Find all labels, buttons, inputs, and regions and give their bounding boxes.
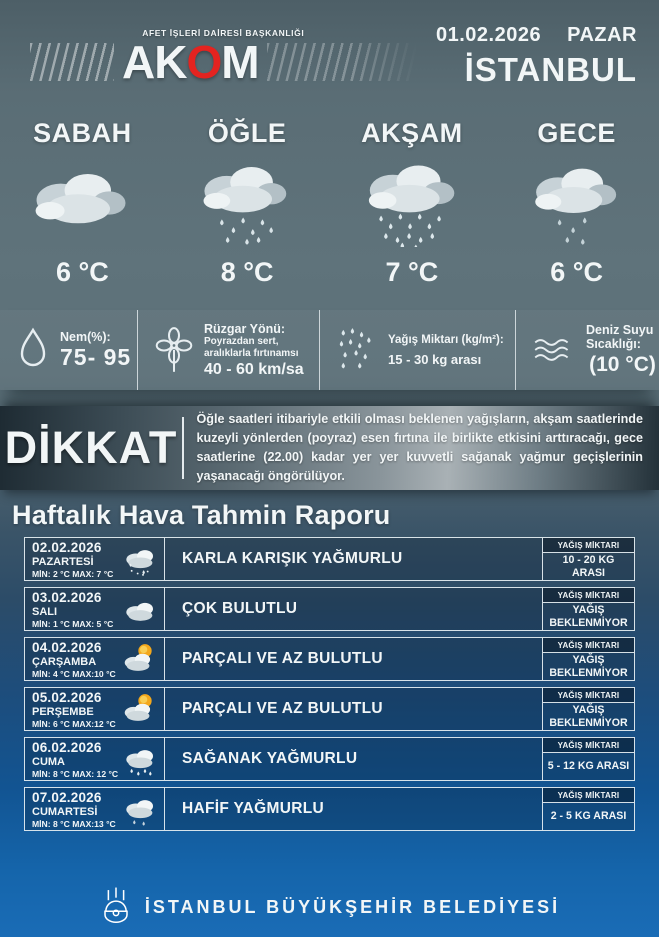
row-date: 05.02.2026 [32,689,102,705]
forecast-row-wednesday [24,637,635,681]
droplet-icon [16,327,50,373]
amount-header: YAĞIŞ MİKTARI [543,688,634,703]
amount-value: YAĞIŞ BEKLENMİYOR [549,704,628,729]
report-date: 01.02.2026 [435,24,542,46]
amount-value: 2 - 5 KG ARASI [550,810,627,823]
amount-header: YAĞIŞ MİKTARI [543,538,634,553]
cloudy-icon [120,592,162,627]
row-date: 03.02.2026 [32,589,102,605]
amount-value: 10 - 20 KG ARASI [562,554,615,579]
cloudy-icon [24,149,140,257]
header [0,0,659,98]
sleet-cloud-icon [120,542,162,577]
period-temp: 7 °C [385,257,439,287]
wind-label: Rüzgar Yönü: [204,321,286,336]
stripes-right-decoration [267,43,417,81]
humidity-label: Nem(%): [60,329,111,344]
row-date: 04.02.2026 [32,639,102,655]
precipitation-value: 15 - 30 kg arası [388,351,482,367]
wind-speed: 40 - 60 km/sa [204,360,304,378]
wind-desc-1: Poyrazdan sert, [204,335,279,347]
wind-section [137,310,319,390]
precipitation-section [319,310,515,390]
row-condition: SAĞANAK YAĞMURLU [182,750,358,767]
waves-icon [532,335,576,365]
row-day: CUMARTESİ [32,805,98,818]
pinwheel-icon [154,325,194,375]
footer-text: İSTANBUL BÜYÜKŞEHİR BELEDİYESİ [144,896,561,917]
amount-header: YAĞIŞ MİKTARI [543,738,634,753]
forecast-row-tuesday [24,587,635,631]
report-weekday: PAZAR [567,24,637,46]
period-temp: 6 °C [550,257,604,287]
logo-m: M [221,36,259,88]
warning-title: DİKKAT [4,422,178,473]
warning-text: Öğle saatleri itibariyle etkili olması beklenen yağışların, akşam saatlerinde kuzeyli yönlerden (poyraz) esen fırtına ile birlikte etkisini arttıracağı, gece saatlerine (22.00) kadar yer yer kuvvetli sağanak yağmur geçişlerinin yaşanacağı öngörülüyor. [196,412,643,483]
period-sabah [0,118,165,288]
amount-header: YAĞIŞ MİKTARI [543,638,634,653]
footer [0,881,659,933]
warning-banner [0,406,659,490]
row-day: SALI [32,605,58,618]
period-ogle [165,118,330,288]
city-title: İSTANBUL [464,51,637,88]
akom-logo [30,28,417,98]
weekly-forecast-table [24,537,635,831]
sea-temp-label: Deniz Suyu Sıcaklığı: [586,323,654,351]
row-date: 07.02.2026 [32,789,102,805]
row-day: ÇARŞAMBA [32,655,97,668]
forecast-row-saturday [24,787,635,831]
row-day: PAZARTESİ [32,555,94,568]
amount-value: 5 - 12 KG ARASI [547,760,630,773]
logo-o: O [186,36,222,88]
row-minmax: MİN: 1 °C MAX: 5 °C [32,618,114,629]
ibb-logo [99,885,133,929]
sun-cloud-icon [120,642,162,677]
amount-value: YAĞIŞ BEKLENMİYOR [549,604,628,629]
period-label: AKŞAM [361,118,463,148]
row-condition: PARÇALI VE AZ BULUTLU [182,650,383,667]
row-minmax: MİN: 4 °C MAX:10 °C [32,668,116,679]
conditions-bar [0,310,659,390]
row-date: 02.02.2026 [32,539,102,555]
rain-cloud-icon [189,149,305,257]
period-label: GECE [537,118,616,148]
akom-wordmark [122,36,259,88]
forecast-row-friday [24,737,635,781]
period-temp: 6 °C [55,257,109,287]
row-condition: HAFİF YAĞMURLU [182,800,324,817]
row-minmax: MİN: 8 °C MAX: 12 °C [32,768,119,779]
row-condition: KARLA KARIŞIK YAĞMURLU [182,550,403,567]
agency-caption: AFET İŞLERİ DAİRESİ BAŞKANLIĞI [142,28,305,38]
period-gece [494,118,659,288]
light-rain-cloud-icon [519,149,635,257]
raindrops-icon [336,326,378,374]
day-periods [0,118,659,288]
row-minmax: MİN: 2 °C MAX: 7 °C [32,568,114,579]
period-temp: 8 °C [220,257,274,287]
weekly-report-title: Haftalık Hava Tahmin Raporu [12,500,391,530]
wind-desc-2: aralıklarla fırtınamsı [204,348,299,359]
light-rain-cloud-icon [120,792,162,827]
stripes-left-decoration [30,43,114,81]
sea-temp-section [515,310,659,390]
heavy-rain-cloud-icon [354,149,470,257]
period-aksam [330,118,495,288]
row-condition: ÇOK BULUTLU [182,600,298,617]
row-minmax: MİN: 8 °C MAX:13 °C [32,818,116,829]
amount-header: YAĞIŞ MİKTARI [543,588,634,603]
precipitation-label: Yağış Miktarı (kg/m²): [388,333,504,346]
row-day: CUMA [32,755,65,768]
forecast-row-monday [24,537,635,581]
row-condition: PARÇALI VE AZ BULUTLU [182,700,383,717]
humidity-value: 75- 95 [60,343,132,370]
logo-ak: AK [122,36,187,88]
row-date: 06.02.2026 [32,739,102,755]
amount-header: YAĞIŞ MİKTARI [543,788,634,803]
rain-cloud-icon [120,742,162,777]
period-label: SABAH [33,118,132,148]
period-label: ÖĞLE [207,118,287,148]
sea-temp-value: (10 °C) [589,353,656,376]
row-day: PERŞEMBE [32,705,94,718]
amount-value: YAĞIŞ BEKLENMİYOR [549,654,628,679]
humidity-section [0,310,137,390]
row-minmax: MİN: 6 °C MAX:12 °C [32,718,116,729]
forecast-row-thursday [24,687,635,731]
sun-cloud-icon [120,692,162,727]
